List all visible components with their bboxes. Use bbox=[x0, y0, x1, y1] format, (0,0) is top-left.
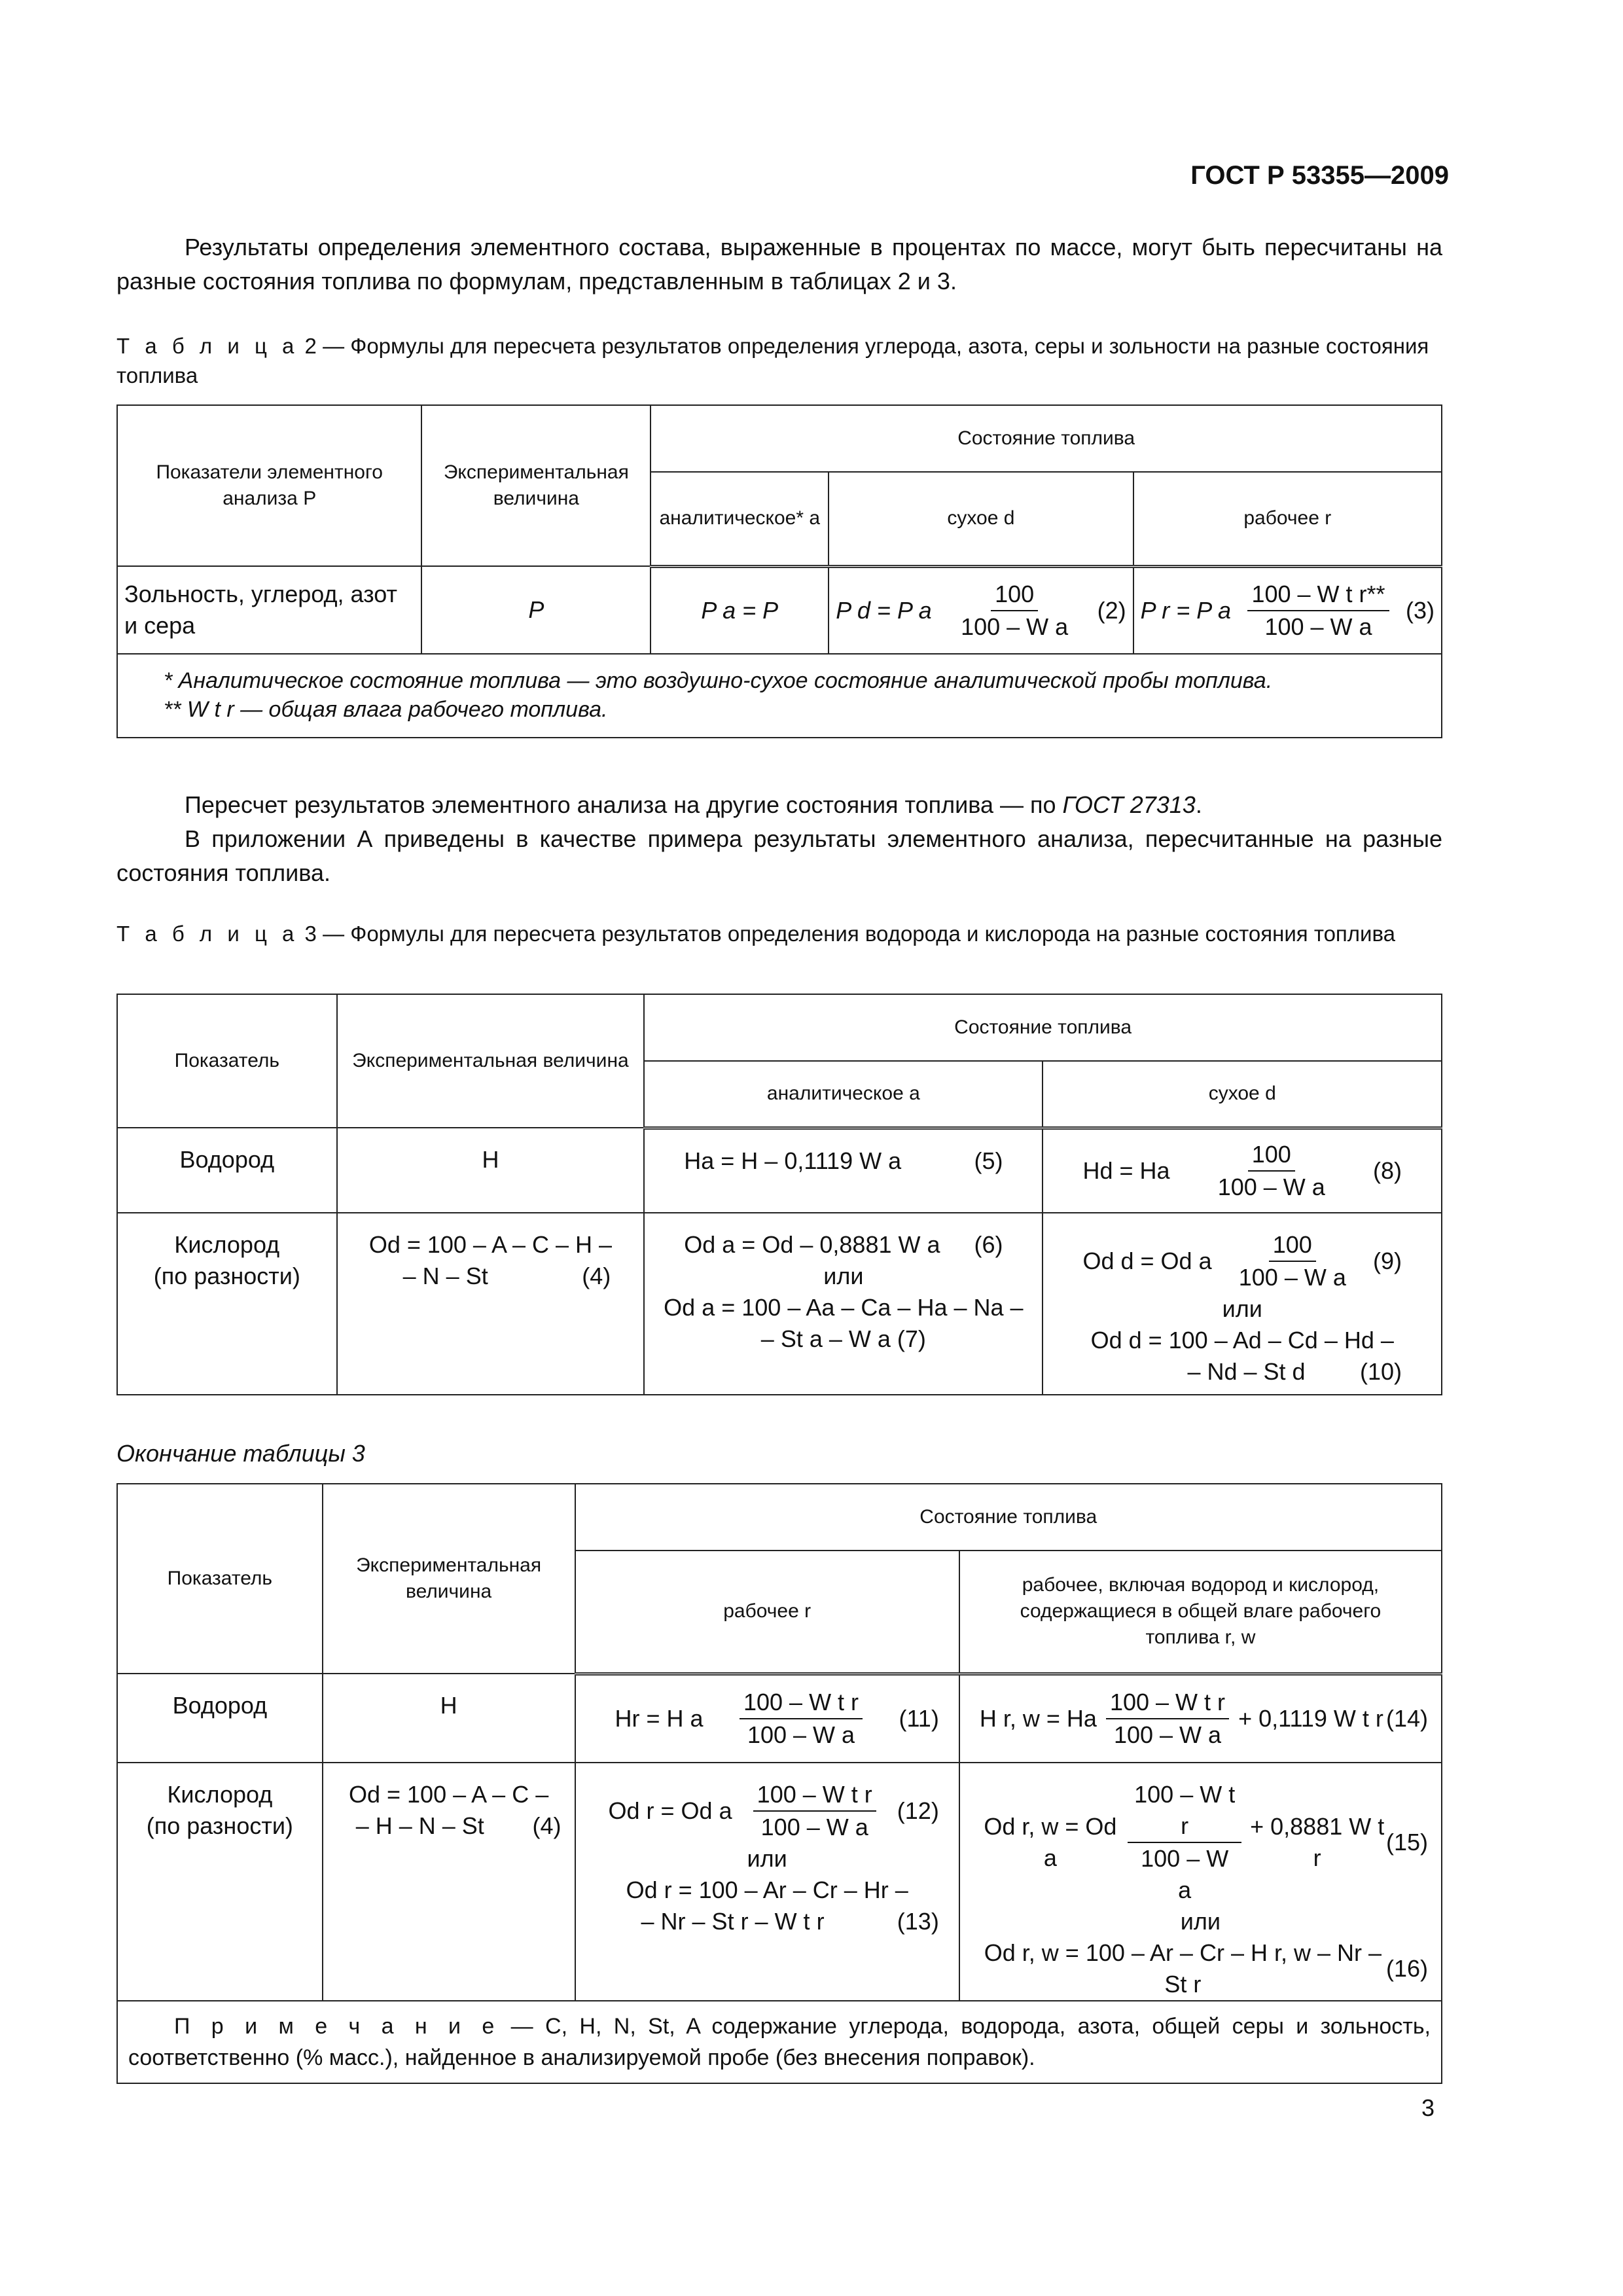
t3-header-dry: сухое d bbox=[1043, 1061, 1442, 1128]
t2-header-analytical: аналитическое* a bbox=[651, 472, 829, 566]
t3-hydrogen-exp: H bbox=[337, 1128, 645, 1213]
t3-oxygen-exp: Od = 100 – A – C – H – – N – St (4) bbox=[337, 1213, 645, 1395]
table3-continuation-caption: Окончание таблицы 3 bbox=[116, 1440, 365, 1467]
t2-row-label: Зольность, углерод, азот и сера bbox=[117, 566, 421, 654]
table-2 bbox=[116, 404, 1442, 738]
t3-header-indicator: Показатель bbox=[117, 994, 337, 1128]
document-id: ГОСТ Р 53355—2009 bbox=[1190, 161, 1449, 190]
t3b-hydrogen-label: Водород bbox=[117, 1674, 323, 1763]
page-number: 3 bbox=[1421, 2094, 1435, 2121]
t2-header-experimental: Экспериментальная величина bbox=[421, 405, 651, 566]
t3b-header-experimental: Экспериментальная величина bbox=[323, 1484, 575, 1674]
t3b-oxygen-exp: Od = 100 – A – C – – H – N – St (4) bbox=[323, 1763, 575, 2001]
t2-header-dry: сухое d bbox=[829, 472, 1133, 566]
table-3 bbox=[116, 994, 1442, 1395]
t3b-oxygen-working: Od r = Od a $\frac{\text{100 – W t r}}{\text{100 – W a}}$ (12) или Od r = 100 – Ar – Cr – Hr – – Nr – St r – W t r (13) bbox=[575, 1763, 959, 2001]
t2-footnotes: * Аналитическое состояние топлива — это воздушно-сухое состояние аналитической пробы топлива. ** W t r — общая влага рабочего топлива. bbox=[117, 654, 1442, 738]
t2-header-indicator: Показатели элементного анализа P bbox=[117, 405, 421, 566]
t3b-oxygen-label: Кислород (по разности) bbox=[117, 1763, 323, 2001]
intro-paragraph: Результаты определения элементного состава, выраженные в процентах по массе, могут быть пересчитаны на разные состояния топлива по формулам, представленным в таблицах 2 и 3. bbox=[116, 234, 1442, 295]
t3b-oxygen-working-hw: Od r, w = Od a $\frac{\text{100 – W t r}}{\text{100 – W a}}$ + 0,8881 W t r (15) или Od r, w = 100 – Ar – Cr – H r, w – Nr – St r (16) bbox=[959, 1763, 1442, 2001]
table2-caption: Т а б л и ц а 2 — Формулы для пересчета результатов определения углерода, азота, серы и зольности на разные состояния топлива bbox=[116, 334, 1429, 387]
t2-header-state: Состояние топлива bbox=[651, 405, 1442, 472]
t3b-header-working-hw: рабочее, включая водород и кислород, содержащиеся в общей влаге рабочего топлива r, w bbox=[959, 1551, 1442, 1674]
t3-hydrogen-analytical: Ha = H – 0,1119 W a (5) bbox=[644, 1128, 1043, 1213]
t3-hydrogen-dry: Hd = Ha $\frac{100}{\text{100 – W a}}$ (8) bbox=[1043, 1128, 1442, 1213]
t3b-header-indicator: Показатель bbox=[117, 1484, 323, 1674]
t3b-hydrogen-working-hw: H r, w = Ha $\frac{\text{100 – W t r}}{\text{100 – W a}}$ + 0,1119 W t r (14) bbox=[959, 1674, 1442, 1763]
t2-row-experimental: P bbox=[421, 566, 651, 654]
paragraph-2: Пересчет результатов элементного анализа на другие состояния топлива — по ГОСТ 27313. В приложении А приведены в качестве примера результаты элементного анализа, пересчитанные на разные состояния топлива. bbox=[116, 791, 1442, 886]
t3-oxygen-analytical: Od a = Od – 0,8881 W a (6) или Od a = 100 – Aa – Ca – Ha – Na – – St a – W a (7) bbox=[644, 1213, 1043, 1395]
t3b-header-working: рабочее r bbox=[575, 1551, 959, 1674]
t2-formula-dry: P d = P a $\frac{100}{\text{100 – W a}}$ (2) bbox=[829, 566, 1133, 654]
t3-header-experimental: Экспериментальная величина bbox=[337, 994, 645, 1128]
table3-caption: Т а б л и ц а 3 — Формулы для пересчета результатов определения водорода и кислорода на разные состояния топлива bbox=[116, 922, 1395, 946]
t3-hydrogen-label: Водород bbox=[117, 1128, 337, 1213]
t2-header-working: рабочее r bbox=[1133, 472, 1442, 566]
t3b-hydrogen-working: Hr = H a $\frac{\text{100 – W t r}}{\text{100 – W a}}$ (11) bbox=[575, 1674, 959, 1763]
t3-header-state: Состояние топлива bbox=[644, 994, 1442, 1061]
t3-oxygen-dry: Od d = Od a $\frac{100}{\text{100 – W a}}$ (9) или Od d = 100 – Ad – Cd – Hd – – Nd – St d (10) bbox=[1043, 1213, 1442, 1395]
table-3-continued bbox=[116, 1483, 1442, 2084]
t2-formula-working: P r = P a $\frac{\text{100 – W t r**}}{\text{100 – W a}}$ (3) bbox=[1133, 566, 1442, 654]
t3-header-analytical: аналитическое a bbox=[644, 1061, 1043, 1128]
t3b-hydrogen-exp: H bbox=[323, 1674, 575, 1763]
t3b-note: П р и м е ч а н и е — C, H, N, St, A содержание углерода, водорода, азота, общей серы и зольность, соответственно (% масс.), найденное в анализируемой пробе (без внесения поправок). bbox=[117, 2001, 1442, 2083]
t3-oxygen-label: Кислород (по разности) bbox=[117, 1213, 337, 1395]
t2-formula-analytical: P a = P bbox=[651, 566, 829, 654]
t3b-header-state: Состояние топлива bbox=[575, 1484, 1442, 1551]
